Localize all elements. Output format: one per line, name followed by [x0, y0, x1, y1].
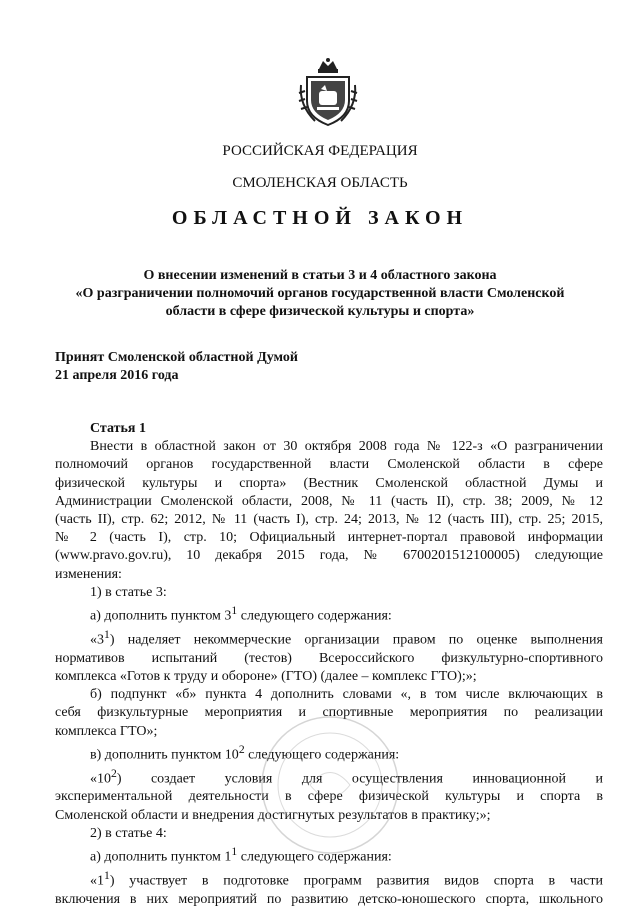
- text-line: [55, 626, 603, 650]
- list-item: 1) в статье 3:: [90, 584, 167, 600]
- subject-line: области в сфере физической культуры и спорта»: [165, 304, 475, 319]
- text-span: ) создает условия для осуществления инновационной и: [116, 771, 603, 787]
- text-line: нормативов испытаний (тестов) Всероссийского физкультурно-спортивного: [55, 650, 603, 666]
- federation-title: РОССИЙСКАЯ ФЕДЕРАЦИЯ: [222, 143, 418, 159]
- text-line: включения в них мероприятий по развитию детско-юношеского спорта, школьного: [55, 891, 603, 907]
- text-line: полномочий органов государственной власти Смоленской области в сфере: [55, 457, 603, 473]
- text-line: Смоленской области и внедрения достигнутых результатов в практику;»;: [55, 807, 491, 823]
- text-line: себя физкультурные мероприятия и спортивные мероприятия по реализации: [55, 705, 603, 721]
- smolensk-coat-of-arms-icon: [297, 55, 359, 127]
- text-span: а) дополнить пунктом 1: [90, 849, 232, 865]
- text-span: «10: [90, 771, 111, 787]
- text-line: (www.pravo.gov.ru), 10 декабря 2015 года, № 6700201512100005) следующие: [55, 548, 603, 564]
- text-line: комплекса ГТО»;: [55, 723, 158, 739]
- text-line: изменения:: [55, 566, 122, 582]
- list-item: [55, 602, 603, 626]
- text-span: следующего содержания:: [237, 608, 392, 624]
- text-span: ) наделяет некоммерческие организации правом по оценке выполнения: [109, 632, 603, 648]
- text-line: Администрации Смоленской области, 2008, № 11 (часть II), стр. 38; 2009, № 12: [55, 493, 603, 509]
- superscript: 2: [111, 766, 117, 780]
- text-span: следующего содержания:: [244, 747, 400, 763]
- list-item: 2) в статье 4:: [90, 825, 167, 841]
- text-line: Внести в областной закон от 30 октября 2008 года № 122-з «О разграничении: [90, 439, 603, 455]
- text-line: [55, 867, 603, 891]
- subject-line: «О разграничении полномочий органов государственной власти Смоленской: [75, 286, 565, 301]
- text-line: б) подпункт «б» пункта 4 дополнить словами «, в том числе включающих в: [90, 687, 603, 703]
- superscript: 2: [238, 742, 245, 756]
- text-line: экспериментальной деятельности в сфере физической культуры и спорта в: [55, 789, 603, 805]
- text-line: № 2 (часть I), стр. 10; Официальный интернет-портал правовой информации: [55, 530, 603, 546]
- text-line: (часть II), стр. 62; 2012, № 11 (часть I), стр. 24; 2013, № 12 (часть III), стр. 25; 2015,: [55, 512, 603, 528]
- text-span: следующего содержания:: [237, 849, 392, 865]
- adoption-info: [55, 349, 298, 385]
- superscript: 1: [104, 627, 110, 641]
- text-span: «3: [90, 632, 104, 648]
- adoption-date: 21 апреля 2016 года: [55, 368, 179, 383]
- text-line: физической культуры и спорта» (Вестник Смоленской областной Думы и: [55, 475, 603, 491]
- article-title: Статья 1: [90, 421, 146, 436]
- superscript: 1: [231, 845, 238, 859]
- text-span: «1: [90, 873, 104, 889]
- law-subject: [0, 267, 640, 321]
- adoption-body: Принят Смоленской областной Думой: [55, 350, 298, 365]
- region-title: СМОЛЕНСКАЯ ОБЛАСТЬ: [232, 175, 408, 191]
- text-line: комплекса «Готов к труду и обороне» (ГТО) (далее – комплекс ГТО);»;: [55, 668, 477, 684]
- subject-line: О внесении изменений в статьи 3 и 4 областного закона: [143, 268, 497, 283]
- text-span: ) участвует в подготовке программ развития видов спорта в части: [109, 873, 603, 889]
- official-seal-stamp-icon: [255, 700, 405, 870]
- superscript: 1: [104, 868, 110, 882]
- law-type-title: ОБЛАСТНОЙ ЗАКОН: [171, 207, 469, 229]
- superscript: 1: [231, 604, 238, 618]
- text-span: в) дополнить пунктом 10: [90, 747, 239, 763]
- text-span: а) дополнить пунктом 3: [90, 608, 232, 624]
